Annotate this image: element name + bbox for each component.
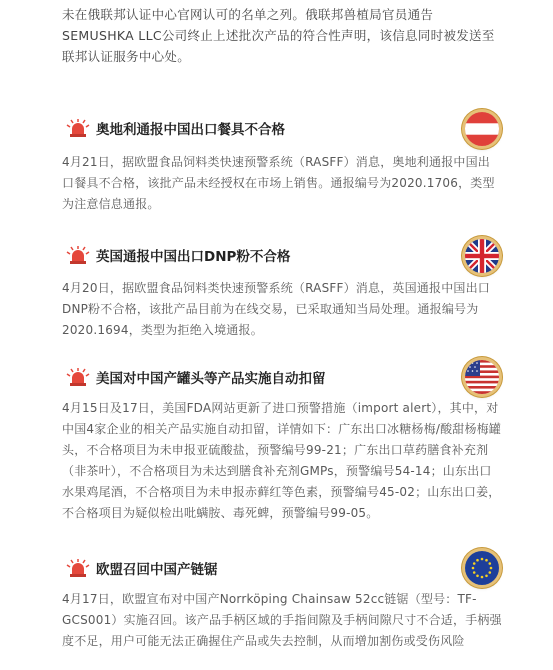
alarm-light-icon [66,246,90,264]
news-title: 美国对中国产罐头等产品实施自动扣留 [96,371,326,387]
uk-flag-icon [465,239,499,273]
austria-flag-icon [465,112,499,146]
usa-flag-icon [465,360,499,394]
news-body: 4月17日，欧盟宣布对中国产Norrköping Chainsaw 52cc链锯（型号：TF-GCS001）实施召回。该产品手柄区域的手指间隙及手柄间隙尺寸不合适，手柄强度不足，用户可能无法正确握住产品或失去控制，从而增加割伤或受伤风险 [62,592,502,648]
news-title: 奥地利通报中国出口餐具不合格 [96,122,285,138]
news-header-eu [66,557,506,581]
news-header-austria [66,117,506,141]
alarm-light-icon [66,119,90,137]
news-body: 4月15日及17日，美国FDA网站更新了进口预警措施（import alert），其中，对中国4家企业的相关产品实施自动扣留，详情如下：广东出口冰糖杨梅/酸甜杨梅罐头，不合格项目为未申报亚硫酸盐，预警编号99-21；广东出口草药膳食补充剂（非茶叶），不合格项目为未达到膳食补充剂GMPs，预警编号54-14；山东出口水果鸡尾酒，不合格项目为未申报赤藓红等色素，预警编号45-02；山东出口姜，不合格项目为疑似检出吡螨胺、毒死蜱，预警编号99-05。 [62,401,502,520]
eu-flag-icon [465,551,499,585]
alarm-light-icon [66,559,90,577]
news-body: 4月21日，据欧盟食品饲料类快速预警系统（RASFF）消息，奥地利通报中国出口餐具不合格，该批产品未经授权在市场上销售。通报编号为2020.1706，类型为注意信息通报。 [62,155,495,211]
news-header-uk [66,244,506,268]
alarm-light-icon [66,368,90,386]
news-body: 4月20日，据欧盟食品饲料类快速预警系统（RASFF）消息，英国通报中国出口DNP粉不合格，该批产品目前为在线交易，已采取通知当局处理。通报编号为2020.1694，类型为拒绝入境通报。 [62,281,490,337]
news-title: 英国通报中国出口DNP粉不合格 [96,249,291,265]
intro-paragraph: 未在俄联邦认证中心官网认可的名单之列。俄联邦兽植局官员通告SEMUSHKA LLC公司终止上述批次产品的符合性声明，该信息同时被发送至联邦认证服务中心处。 [62,7,495,64]
news-header-usa [66,366,506,390]
news-title: 欧盟召回中国产链锯 [96,562,218,578]
